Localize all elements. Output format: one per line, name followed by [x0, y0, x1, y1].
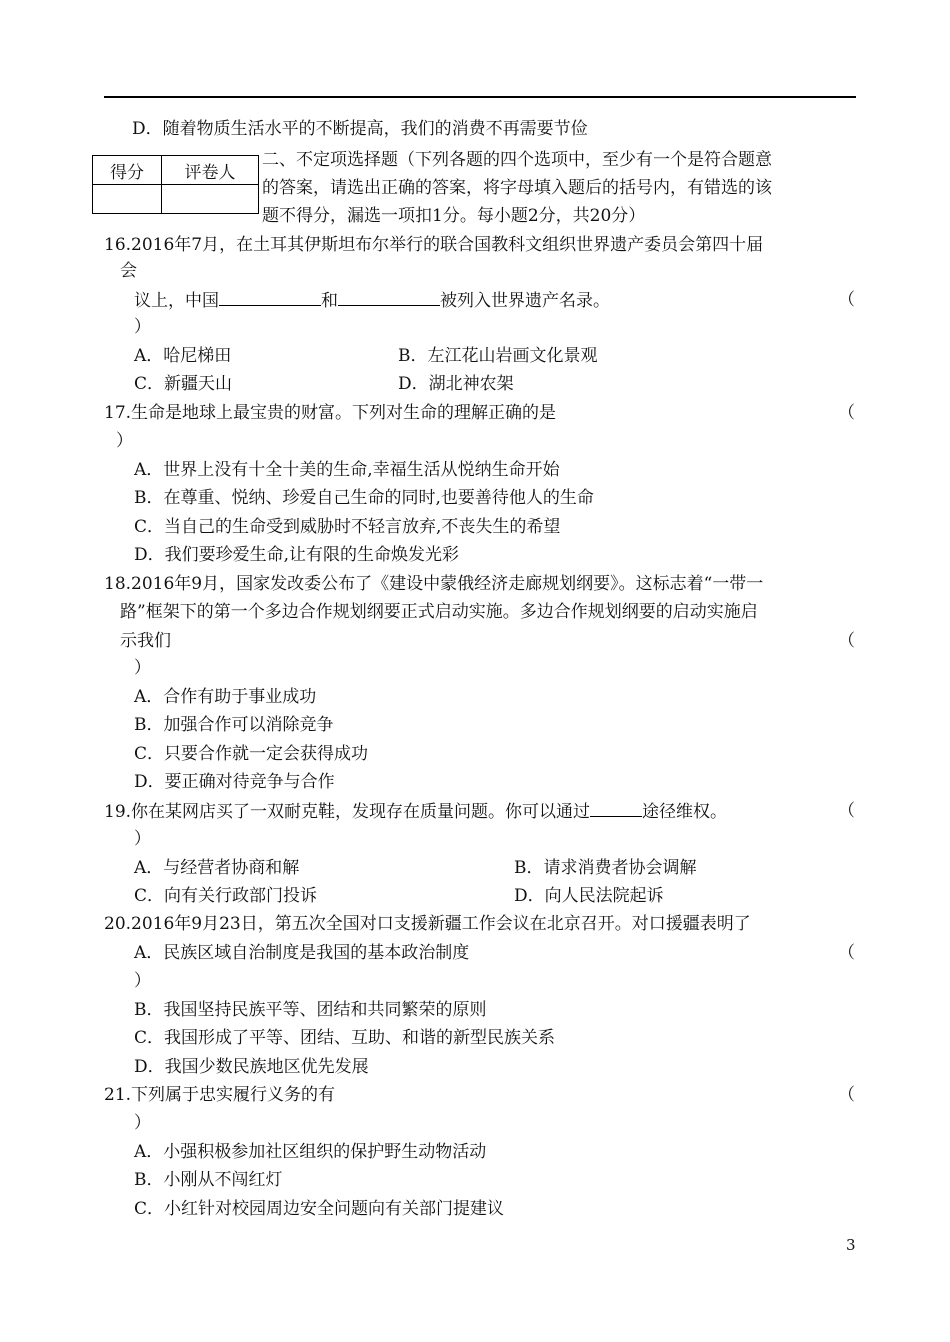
q18-paren-open: （ [838, 631, 855, 651]
q16-answer-blank-1[interactable] [219, 289, 321, 306]
q18-paren-close: ） [134, 658, 151, 678]
q19-stem [104, 800, 727, 823]
q18-stem-line1: 18.2016年9月，国家发改委公布了《建设中蒙俄经济走廊规划纲要》。这标志着“一带一 [104, 574, 764, 594]
q17-option-d: D．我们要珍爱生命,让有限的生命焕发光彩 [134, 545, 460, 565]
q16-paren-close: ） [134, 317, 151, 337]
q17-stem: 17.生命是地球上最宝贵的财富。下列对生命的理解正确的是 [104, 403, 557, 423]
q20-option-b: B．我国坚持民族平等、团结和共同繁荣的原则 [134, 1000, 487, 1020]
option-15-d: D．随着物质生活水平的不断提高，我们的消费不再需要节俭 [132, 119, 588, 139]
q21-option-c: C．小红针对校园周边安全问题向有关部门提建议 [134, 1199, 505, 1219]
q20-paren-open: （ [838, 943, 855, 963]
q16-stem-line3 [134, 289, 610, 312]
q21-paren-close: ） [134, 1113, 151, 1133]
section-title-line2: 的答案，请选出正确的答案，将字母填入题后的括号内，有错选的该 [262, 178, 772, 198]
score-cell [93, 185, 162, 214]
q19-stem-text-b: 途径维权。 [642, 802, 728, 822]
q19-option-c: C．向有关行政部门投诉 [134, 886, 318, 906]
q20-option-a: A．民族区域自治制度是我国的基本政治制度 [134, 943, 470, 963]
q18-option-c: C．只要合作就一定会获得成功 [134, 744, 369, 764]
q16-option-a: A．哈尼梯田 [134, 346, 232, 366]
q16-paren-open: （ [838, 290, 855, 310]
score-table [92, 155, 259, 214]
q20-option-d: D．我国少数民族地区优先发展 [134, 1057, 369, 1077]
q16-stem-text-a: 议上，中国 [134, 291, 219, 311]
q17-paren-open: （ [838, 403, 855, 423]
q16-stem-line2: 会 [120, 261, 137, 281]
section-title-line3: 题不得分，漏选一项扣1分。每小题2分，共20分） [262, 206, 646, 226]
q16-option-d: D．湖北神农架 [398, 374, 514, 394]
q18-option-a: A．合作有助于事业成功 [134, 687, 317, 707]
section-title-line1: 二、不定项选择题（下列各题的四个选项中，至少有一个是符合题意 [262, 150, 772, 170]
q18-option-d: D．要正确对待竞争与合作 [134, 772, 335, 792]
q21-paren-open: （ [838, 1085, 855, 1105]
q21-option-b: B．小刚从不闯红灯 [134, 1170, 283, 1190]
q18-stem-line3: 示我们 [120, 631, 171, 651]
grader-header: 评卷人 [162, 156, 259, 185]
q19-option-b: B．请求消费者协会调解 [514, 858, 697, 878]
q16-stem-text-c: 被列入世界遗产名录。 [440, 291, 610, 311]
q16-option-c: C．新疆天山 [134, 374, 233, 394]
q19-option-a: A．与经营者协商和解 [134, 858, 300, 878]
q21-option-a: A．小强积极参加社区组织的保护野生动物活动 [134, 1142, 487, 1162]
q18-option-b: B．加强合作可以消除竞争 [134, 715, 334, 735]
q17-option-a: A．世界上没有十全十美的生命,幸福生活从悦纳生命开始 [134, 460, 560, 480]
score-header: 得分 [93, 156, 162, 185]
q16-stem-line1: 16.2016年7月，在土耳其伊斯坦布尔举行的联合国教科文组织世界遗产委员会第四十届 [104, 235, 764, 255]
page-number: 3 [846, 1236, 856, 1254]
q17-paren-close: ） [116, 431, 133, 451]
q16-option-b: B．左江花山岩画文化景观 [398, 346, 598, 366]
q21-stem: 21.下列属于忠实履行义务的有 [104, 1085, 336, 1105]
q19-stem-text-a: 19.你在某网店买了一双耐克鞋，发现存在质量问题。你可以通过 [104, 802, 591, 822]
q19-paren-close: ） [134, 829, 151, 849]
q17-option-b: B．在尊重、悦纳、珍爱自己生命的同时,也要善待他人的生命 [134, 488, 594, 508]
q17-option-c: C．当自己的生命受到威胁时不轻言放弃,不丧失生的希望 [134, 517, 561, 537]
q19-paren-open: （ [838, 801, 855, 821]
q20-paren-close: ） [134, 971, 151, 991]
q18-stem-line2: 路”框架下的第一个多边合作规划纲要正式启动实施。多边合作规划纲要的启动实施启 [120, 602, 758, 622]
q19-option-d: D．向人民法院起诉 [514, 886, 664, 906]
q16-stem-text-b: 和 [321, 291, 338, 311]
q16-answer-blank-2[interactable] [338, 289, 440, 306]
q19-answer-blank[interactable] [590, 800, 642, 817]
q20-stem: 20.2016年9月23日，第五次全国对口支援新疆工作会议在北京召开。对口援疆表明了 [104, 914, 751, 934]
q20-option-c: C．我国形成了平等、团结、互助、和谐的新型民族关系 [134, 1028, 556, 1048]
header-rule [104, 96, 856, 98]
grader-cell [162, 185, 259, 214]
